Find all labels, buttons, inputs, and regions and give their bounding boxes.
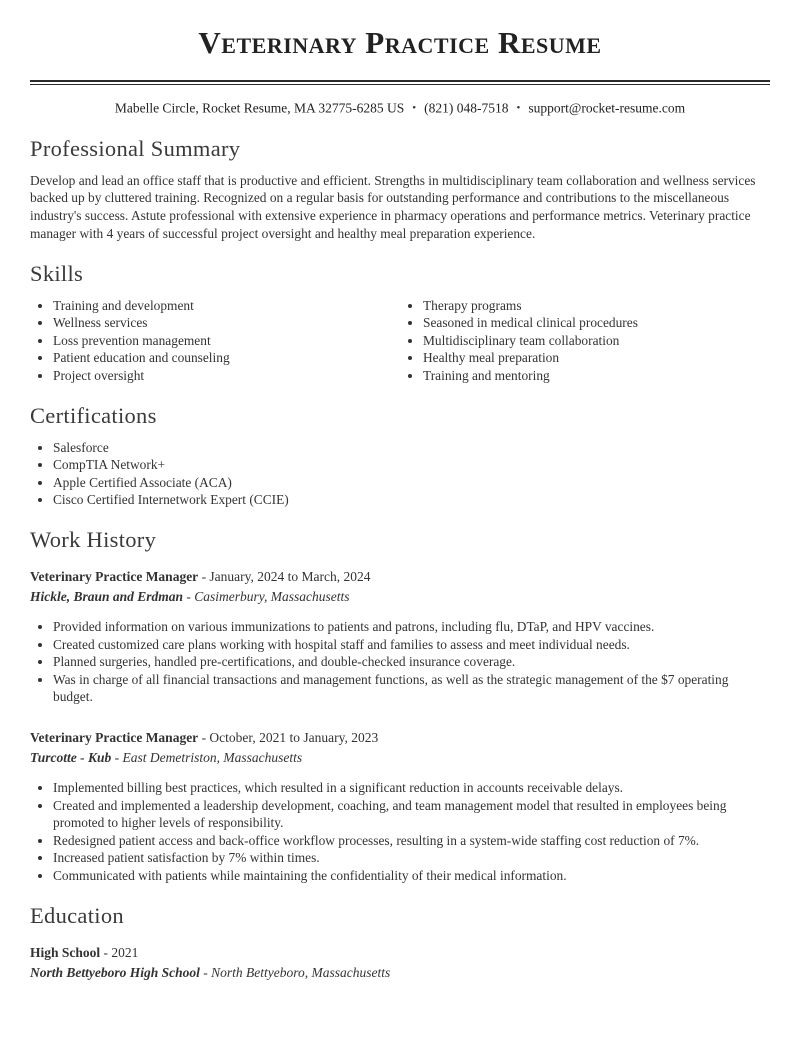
work-history-heading: Work History: [30, 527, 157, 553]
certification-item: • Cisco Certified Internetwork Expert (CCIE): [53, 491, 770, 509]
job-bullet: • Communicated with patients while maintaining the confidentiality of their medical information.: [53, 867, 770, 885]
resume-document: [0, 25, 800, 983]
skill-item: • Training and mentoring: [423, 367, 770, 385]
education-entry: [30, 943, 770, 983]
contact-separator-dot: •: [516, 102, 521, 114]
education-school-line: [30, 963, 770, 983]
job-dates: - January, 2024 to March, 2024: [198, 569, 371, 585]
certification-item: • CompTIA Network+: [53, 456, 770, 474]
education-degree-line: [30, 943, 770, 963]
education-degree: High School: [30, 944, 101, 960]
job-bullet: • Increased patient satisfaction by 7% within times.: [53, 849, 770, 867]
job-bullet: • Created and implemented a leadership development, coaching, and team management model that resulted in employees being promoted to higher levels of responsibility.: [53, 797, 770, 832]
job-company-line: [30, 748, 770, 768]
contact-email: support@rocket-resume.com: [528, 100, 686, 116]
skill-item: • Seasoned in medical clinical procedures: [423, 314, 770, 332]
skills-list-left: [30, 297, 400, 385]
skills-heading: Skills: [30, 260, 84, 286]
contact-separator-dot: •: [412, 102, 417, 114]
skill-item: • Patient education and counseling: [53, 349, 400, 367]
skills-list-right: [400, 297, 770, 385]
document-title: Veterinary Practice Resume: [198, 25, 602, 60]
job-company-line: [30, 587, 770, 607]
summary-heading: Professional Summary: [30, 135, 241, 161]
job-title: Veterinary Practice Manager: [30, 569, 199, 585]
contact-line: [30, 99, 770, 118]
skill-item: • Loss prevention management: [53, 332, 400, 350]
job-bullet: • Redesigned patient access and back-office workflow processes, resulting in a system-wide staffing cost reduction of 7%.: [53, 832, 770, 850]
summary-paragraph: Develop and lead an office staff that is productive and efficient. Strengths in multidisciplinary team collaboration and wellness services backed up by cluttered training. Recognized on a regular basis for outstanding performance and contributions to the miscellaneous industry's success. Astute professional with extensive experience in pharmacy operations and performance metrics. Veterinary practice manager with 4 years of successful project oversight and healthy meal preparation experience.: [30, 172, 756, 241]
education-heading: Education: [30, 902, 124, 928]
certification-item: • Salesforce: [53, 439, 770, 457]
job-bullet-list: [30, 618, 770, 706]
skill-item: • Healthy meal preparation: [423, 349, 770, 367]
job-title: Veterinary Practice Manager: [30, 730, 199, 745]
job-bullet-list: [30, 779, 770, 885]
education-year: - 2021: [100, 944, 139, 960]
education-school: North Bettyeboro High School: [30, 964, 200, 980]
skill-item: • Training and development: [53, 297, 400, 315]
skill-item: • Project oversight: [53, 367, 400, 385]
contact-address: Mabelle Circle, Rocket Resume, MA 32775-6285 US: [114, 100, 405, 116]
job-company: Hickle, Braun and Erdman: [30, 589, 184, 605]
job-dates: - October, 2021 to January, 2023: [198, 730, 379, 745]
job-company: Turcotte - Kub: [30, 750, 112, 765]
job-entry: [30, 567, 770, 706]
certifications-list: [30, 439, 770, 509]
certification-item: • Apple Certified Associate (ACA): [53, 474, 770, 492]
job-title-line: [30, 728, 770, 748]
header-divider: [30, 80, 770, 85]
skill-item: • Therapy programs: [423, 297, 770, 315]
education-location: - North Bettyeboro, Massachusetts: [199, 964, 391, 980]
job-bullet: • Planned surgeries, handled pre-certifications, and double-checked insurance coverage.: [53, 653, 770, 671]
job-entry: [30, 728, 770, 885]
skills-columns: [30, 297, 770, 385]
skill-item: • Multidisciplinary team collaboration: [423, 332, 770, 350]
job-bullet: • Created customized care plans working with hospital staff and families to assess and meet individual needs.: [53, 636, 770, 654]
job-bullet: • Was in charge of all financial transactions and management functions, as well as the strategic management of the $7 operating budget.: [53, 671, 770, 706]
job-bullet: • Implemented billing best practices, which resulted in a significant reduction in accounts receivable delays.: [53, 779, 770, 797]
skill-item: • Wellness services: [53, 314, 400, 332]
contact-phone: (821) 048-7518: [424, 100, 509, 116]
job-location: - Casimerbury, Massachusetts: [183, 589, 350, 605]
job-bullet: • Provided information on various immunizations to patients and patrons, including flu, DTaP, and HPV vaccines.: [53, 618, 770, 636]
certifications-heading: Certifications: [30, 402, 157, 428]
job-location: - East Demetriston, Massachusetts: [111, 750, 303, 765]
job-title-line: [30, 567, 770, 587]
